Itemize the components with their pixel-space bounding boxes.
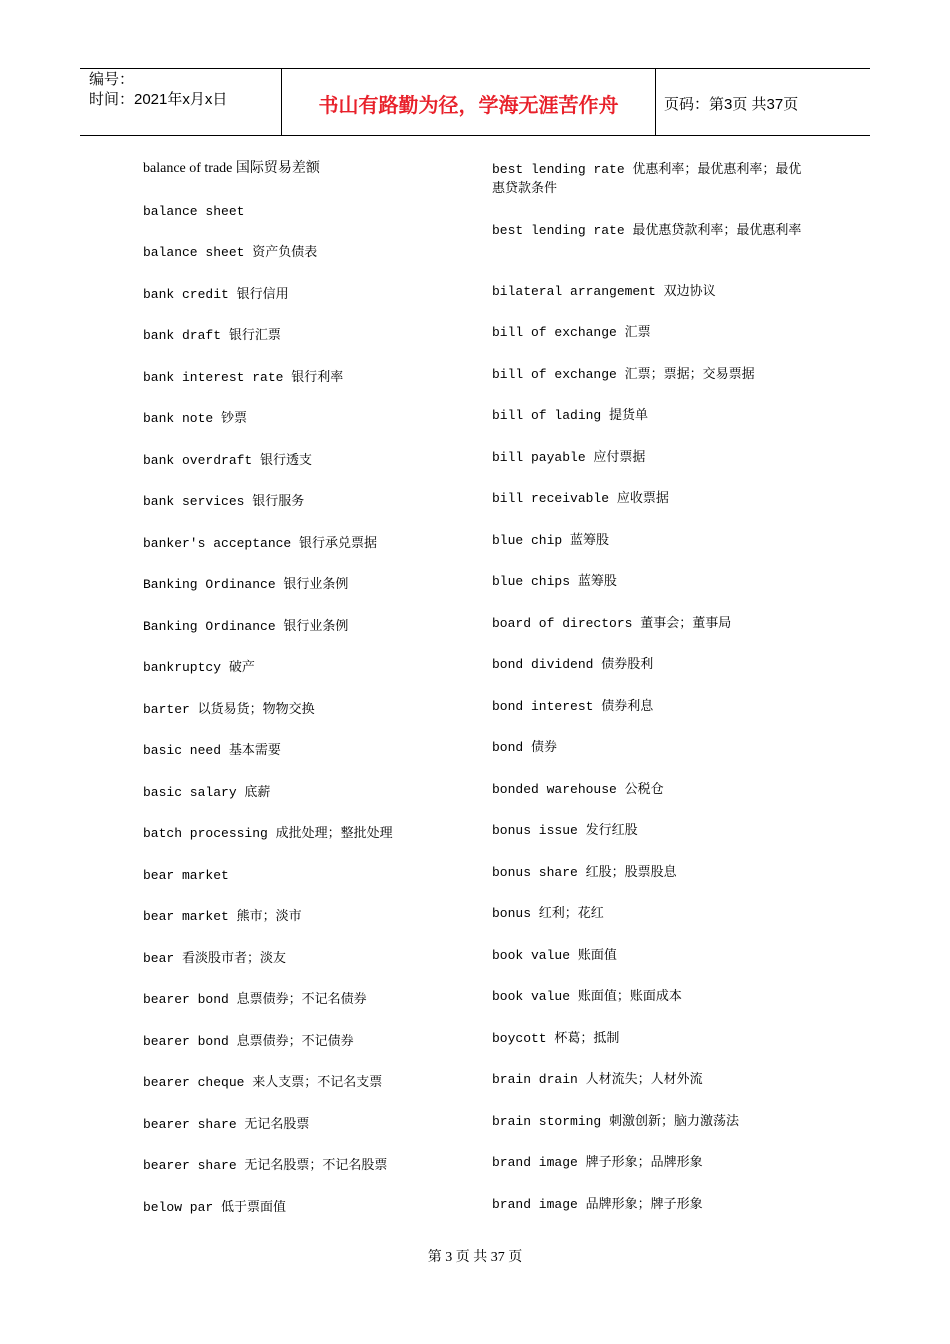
glossary-entry: bill of lading 提货单 [492, 408, 649, 423]
glossary-entry: board of directors 董事会；董事局 [492, 616, 732, 631]
header-bottom-rule [80, 135, 870, 136]
glossary-entry: bankruptcy 破产 [143, 660, 255, 675]
header-divider-right [655, 68, 656, 136]
glossary-entry: bear market [143, 868, 229, 883]
glossary-entry: balance of trade 国际贸易差额 [143, 161, 320, 176]
glossary-entry: bearer share 无记名股票；不记名股票 [143, 1158, 388, 1173]
glossary-entry: bearer bond 息票债券；不记名债券 [143, 992, 367, 1007]
glossary-entry: brain storming 刺激创新；脑力激荡法 [492, 1114, 740, 1129]
header-page-number: 页码：第3页 共37页 [664, 96, 799, 113]
glossary-entry: best lending rate 优惠利率；最优惠利率；最优惠贷款条件 [492, 162, 802, 196]
glossary-entry: bearer share 无记名股票 [143, 1117, 310, 1132]
glossary-entry: bonus share 红股；股票股息 [492, 865, 677, 880]
document-number-label: 编号： [89, 71, 135, 88]
glossary-entry: brand image 牌子形象；品牌形象 [492, 1155, 703, 1170]
glossary-entry: basic salary 底薪 [143, 785, 271, 800]
glossary-entry: bill of exchange 汇票；票据；交易票据 [492, 367, 755, 382]
glossary-entry: blue chips 蓝筹股 [492, 574, 617, 589]
glossary-entry: bond dividend 债券股利 [492, 657, 654, 672]
glossary-entry: bank credit 银行信用 [143, 287, 289, 302]
glossary-entry: bank draft 银行汇票 [143, 328, 281, 343]
glossary-entry: bonus 红利；花红 [492, 906, 604, 921]
glossary-entry: Banking Ordinance 银行业条例 [143, 577, 349, 592]
glossary-entry: bank note 钞票 [143, 411, 248, 426]
glossary-entry: below par 低于票面值 [143, 1200, 287, 1215]
glossary-entry: batch processing 成批处理；整批处理 [143, 826, 393, 841]
glossary-entry: bear market 熊市；淡市 [143, 909, 302, 924]
glossary-entry: bank services 银行服务 [143, 494, 305, 509]
glossary-entry: bearer bond 息票债券；不记债券 [143, 1034, 354, 1049]
document-date-label: 时间：2021年x月x日 [89, 91, 228, 108]
glossary-entry: barter 以货易货；物物交换 [143, 702, 315, 717]
glossary-entry: bond 债券 [492, 740, 558, 755]
glossary-entry: bond interest 债券利息 [492, 699, 654, 714]
page-footer: 第 3 页 共 37 页 [427, 1250, 523, 1265]
glossary-entry: book value 账面值 [492, 948, 617, 963]
glossary-entry: bilateral arrangement 双边协议 [492, 284, 716, 299]
glossary-entry: bank overdraft 银行透支 [143, 453, 313, 468]
glossary-entry: bank interest rate 银行利率 [143, 370, 344, 385]
glossary-entry: bill payable 应付票据 [492, 450, 646, 465]
glossary-entry: bill of exchange 汇票 [492, 325, 651, 340]
glossary-entry: Banking Ordinance 银行业条例 [143, 619, 349, 634]
header-meta [89, 70, 227, 110]
glossary-entry: boycott 杯葛；抵制 [492, 1031, 620, 1046]
glossary-entry: bearer cheque 来人支票；不记名支票 [143, 1075, 383, 1090]
header-top-rule [80, 68, 870, 69]
glossary-entry: bill receivable 应收票据 [492, 491, 669, 506]
glossary-entry: bonus issue 发行红股 [492, 823, 638, 838]
glossary-entry: best lending rate 最优惠贷款利率；最优惠利率 [492, 223, 802, 238]
glossary-entry: book value 账面值；账面成本 [492, 989, 682, 1004]
glossary-entry: brand image 品牌形象；牌子形象 [492, 1197, 703, 1212]
glossary-entry: brain drain 人材流失；人材外流 [492, 1072, 703, 1087]
glossary-entry: banker's acceptance 银行承兑票据 [143, 536, 378, 551]
glossary-entry: bonded warehouse 公税仓 [492, 782, 664, 797]
glossary-entry: basic need 基本需要 [143, 743, 281, 758]
header-slogan: 书山有路勤为径，学海无涯苦作舟 [318, 93, 619, 117]
glossary-entry: bear 看淡股市者；淡友 [143, 951, 287, 966]
glossary-entry: balance sheet 资产负债表 [143, 245, 318, 260]
glossary-entry: balance sheet [143, 204, 245, 219]
glossary-entry: blue chip 蓝筹股 [492, 533, 610, 548]
